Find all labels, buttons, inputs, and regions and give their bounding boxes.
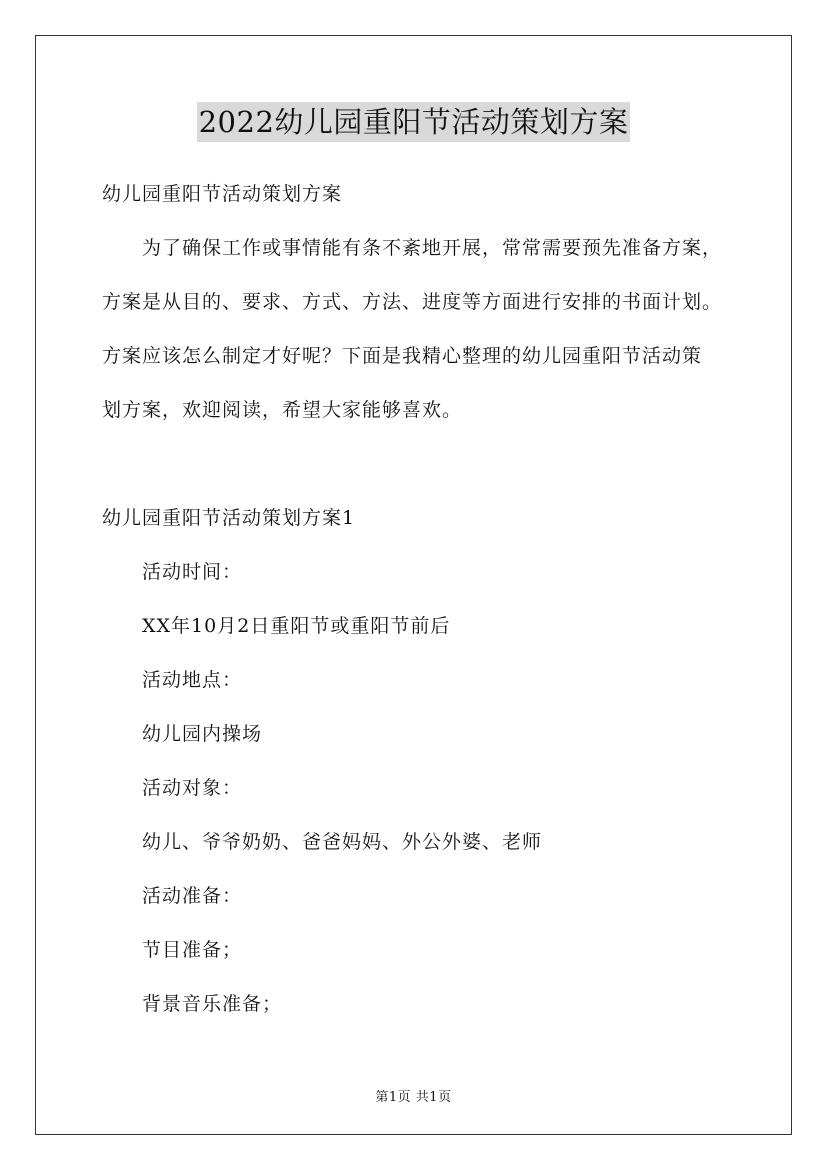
intro-line-4: 划方案，欢迎阅读，希望大家能够喜欢。 — [102, 399, 463, 421]
section-heading: 幼儿园重阳节活动策划方案1 — [102, 507, 356, 529]
item-activity-place-label: 活动地点： — [142, 669, 243, 691]
item-activity-time-label: 活动时间： — [142, 561, 243, 583]
intro-line-3: 方案应该怎么制定才好呢？下面是我精心整理的幼儿园重阳节活动策 — [102, 345, 703, 367]
item-activity-prep-label: 活动准备： — [142, 885, 243, 907]
item-activity-target-value: 幼儿、爷爷奶奶、爸爸妈妈、外公外婆、老师 — [142, 831, 543, 853]
document-title: 2022幼儿园重阳节活动策划方案 — [197, 102, 631, 142]
page-footer: 第1页 共1页 — [375, 1090, 452, 1105]
item-music-prep: 背景音乐准备； — [142, 993, 283, 1015]
item-activity-time-value: XX年10月2日重阳节或重阳节前后 — [142, 615, 451, 637]
intro-line-1: 为了确保工作或事情能有条不紊地开展，常常需要预先准备方案， — [142, 237, 723, 259]
item-activity-target-label: 活动对象： — [142, 777, 243, 799]
intro-line-2: 方案是从目的、要求、方式、方法、进度等方面进行安排的书面计划。 — [102, 291, 723, 313]
document-subtitle: 幼儿园重阳节活动策划方案 — [102, 183, 343, 205]
item-program-prep: 节目准备； — [142, 939, 243, 961]
title-container — [0, 102, 827, 142]
item-activity-place-value: 幼儿园内操场 — [142, 723, 263, 745]
